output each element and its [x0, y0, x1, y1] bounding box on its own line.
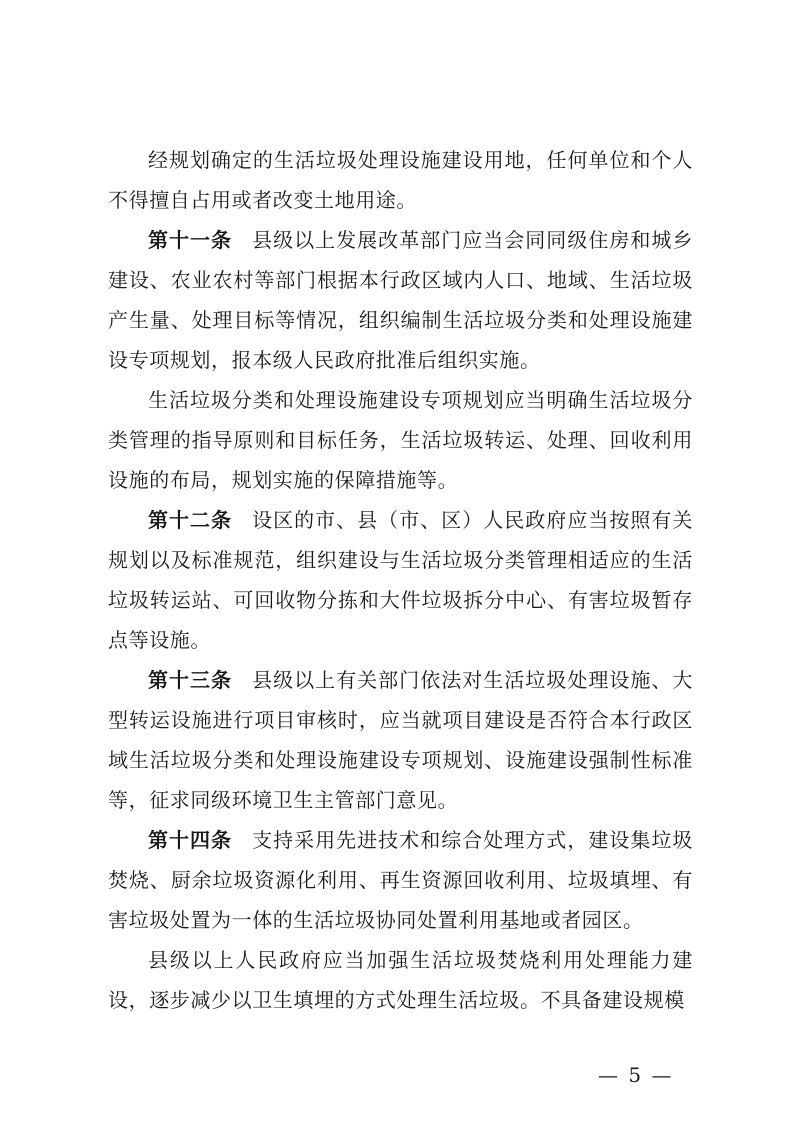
article-heading: 第十一条 — [148, 228, 233, 252]
article-paragraph — [108, 500, 693, 660]
paragraph-text: 生活垃圾分类和处理设施建设专项规划应当明确生活垃圾分类管理的指导原则和目标任务，生活垃圾转运、处理、回收利用设施的布局，规划实施的保障措施等。 — [108, 388, 693, 492]
paragraph-text: 支持采用先进技术和综合处理方式，建设集垃圾焚烧、厨余垃圾资源化利用、再生资源回收利用、垃圾填埋、有害垃圾处置为一体的生活垃圾协同处置利用基地或者园区。 — [108, 828, 693, 932]
paragraph — [108, 940, 693, 1020]
paragraph — [108, 140, 693, 220]
article-paragraph — [108, 220, 693, 380]
page-number: — 5 — — [598, 1063, 674, 1087]
document-body — [108, 140, 693, 1020]
paragraph-text: 县级以上有关部门依法对生活垃圾处理设施、大型转运设施进行项目审核时，应当就项目建设是否符合本行政区域生活垃圾分类和处理设施建设专项规划、设施建设强制性标准等，征求同级环境卫生主管部门意见。 — [108, 668, 693, 812]
paragraph-text: 县级以上发展改革部门应当会同同级住房和城乡建设、农业农村等部门根据本行政区域内人口、地域、生活垃圾产生量、处理目标等情况，组织编制生活垃圾分类和处理设施建设专项规划，报本级人民政府批准后组织实施。 — [108, 228, 693, 372]
paragraph-text: 县级以上人民政府应当加强生活垃圾焚烧利用处理能力建设，逐步减少以卫生填埋的方式处理生活垃圾。不具备建设规模 — [108, 948, 693, 1012]
article-paragraph — [108, 660, 693, 820]
article-heading: 第十二条 — [148, 508, 233, 532]
article-heading: 第十三条 — [148, 668, 233, 692]
paragraph — [108, 380, 693, 500]
paragraph-text: 设区的市、县（市、区）人民政府应当按照有关规划以及标准规范，组织建设与生活垃圾分类管理相适应的生活垃圾转运站、可回收物分拣和大件垃圾拆分中心、有害垃圾暂存点等设施。 — [108, 508, 693, 652]
paragraph-text: 经规划确定的生活垃圾处理设施建设用地，任何单位和个人不得擅自占用或者改变土地用途。 — [108, 148, 693, 212]
article-paragraph — [108, 820, 693, 940]
article-heading: 第十四条 — [148, 828, 233, 852]
